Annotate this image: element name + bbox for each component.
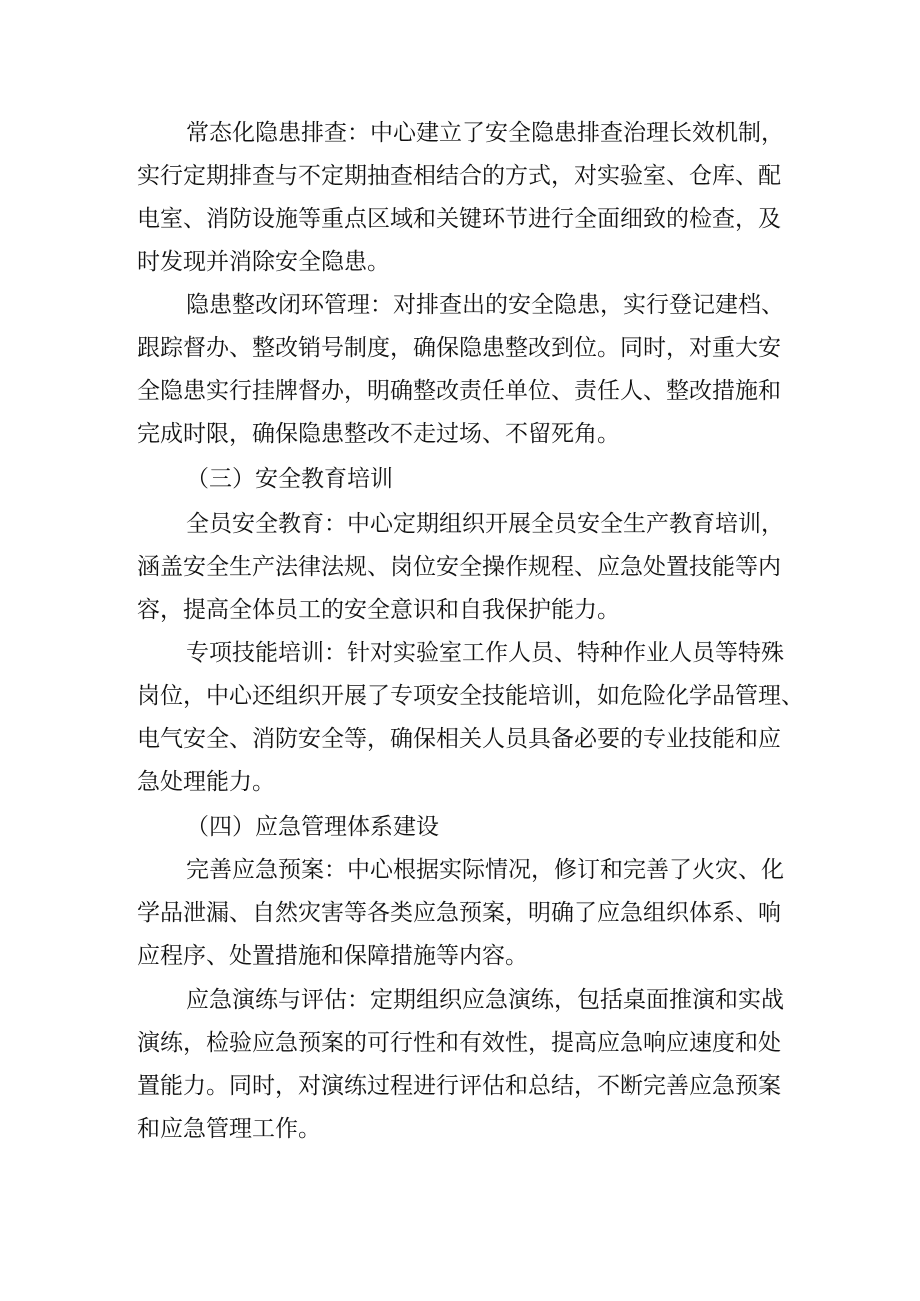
- paragraph-line: 全员安全教育：中心定期组织开展全员安全生产教育培训，: [186, 511, 784, 537]
- paragraph-line: 急处理能力。: [137, 769, 275, 795]
- paragraph-line: 涵盖安全生产法律法规、岗位安全操作规程、应急处置技能等内: [137, 554, 781, 580]
- paragraph-line: 专项技能培训：针对实验室工作人员、特种作业人员等特殊: [186, 640, 784, 666]
- paragraph-line: 容，提高全体员工的安全意识和自我保护能力。: [137, 597, 620, 623]
- paragraph-line: 岗位，中心还组织开展了专项安全技能培训，如危险化学品管理、: [137, 683, 804, 709]
- paragraph-line: 时发现并消除安全隐患。: [137, 249, 390, 275]
- paragraph-line: 实行定期排查与不定期抽查相结合的方式，对实验室、仓库、配: [137, 163, 781, 189]
- section-heading: （四）应急管理体系建设: [186, 814, 439, 840]
- paragraph-line: 完成时限，确保隐患整改不走过场、不留死角。: [137, 421, 620, 447]
- paragraph-line: 应急演练与评估：定期组织应急演练，包括桌面推演和实战: [186, 987, 784, 1013]
- paragraph-line: 电室、消防设施等重点区域和关键环节进行全面细致的检查，及: [137, 206, 781, 232]
- paragraph-line: 和应急管理工作。: [137, 1116, 321, 1142]
- paragraph-line: 应程序、处置措施和保障措施等内容。: [137, 943, 528, 969]
- paragraph-line: 演练，检验应急预案的可行性和有效性，提高应急响应速度和处: [137, 1030, 781, 1056]
- paragraph-line: 完善应急预案：中心根据实际情况，修订和完善了火灾、化: [186, 857, 784, 883]
- paragraph-line: 常态化隐患排查：中心建立了安全隐患排查治理长效机制，: [186, 120, 784, 146]
- paragraph-line: 学品泄漏、自然灾害等各类应急预案，明确了应急组织体系、响: [137, 900, 781, 926]
- paragraph-line: 隐患整改闭环管理：对排查出的安全隐患，实行登记建档、: [186, 292, 784, 318]
- paragraph-line: 置能力。同时，对演练过程进行评估和总结，不断完善应急预案: [137, 1073, 781, 1099]
- section-heading: （三）安全教育培训: [186, 466, 393, 492]
- paragraph-line: 跟踪督办、整改销号制度，确保隐患整改到位。同时，对重大安: [137, 335, 781, 361]
- paragraph-line: 电气安全、消防安全等，确保相关人员具备必要的专业技能和应: [137, 726, 781, 752]
- paragraph-line: 全隐患实行挂牌督办，明确整改责任单位、责任人、整改措施和: [137, 378, 781, 404]
